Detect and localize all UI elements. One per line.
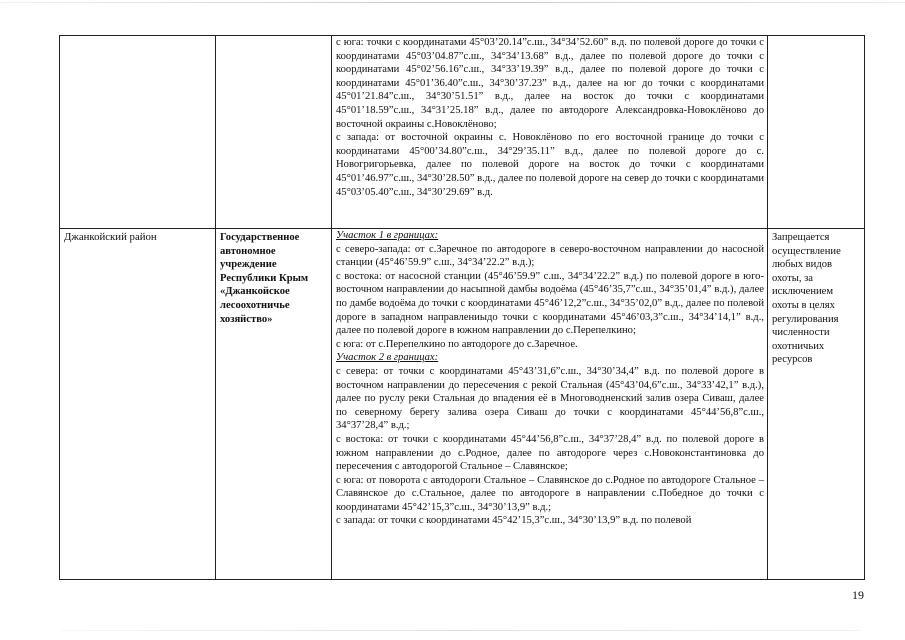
restriction-cell bbox=[768, 36, 865, 229]
district-cell bbox=[60, 36, 216, 229]
district-name: Джанкойский район bbox=[64, 231, 157, 243]
table-row bbox=[60, 229, 865, 580]
organization-name bbox=[216, 36, 331, 40]
table-row bbox=[60, 36, 865, 229]
section-1-south: с юга: от с.Перепелкино по автодороге до с.Заречное. bbox=[336, 338, 578, 350]
section-1-northwest: с северо-запада: от с.Заречное по автодороге в северо-восточном направлении до насосной станции (45°46’59.9” с.ш., 34°34’22.2” в.д.); bbox=[336, 243, 764, 269]
scan-edge-bottom bbox=[60, 630, 860, 631]
restriction-text: Запрещается осуществление любых видов охоты, за исключением охоты в целях регулирования численности охотничьих ресурсов bbox=[772, 232, 841, 366]
section-2-title: Участок 2 в границах: bbox=[336, 352, 439, 364]
district-name bbox=[60, 36, 215, 40]
boundaries-cell bbox=[332, 229, 768, 580]
boundary-west: с запада: от восточной окраины с. Новоклёново по его восточной границе до точки с координатами 45°00’34.80”с.ш., 34°29’35.11” в.д., далее по полевой дороге до с. Новогригорьевка, далее по полевой дороге на восток до точки с координатами 45°01’46.97”с.ш., 34°30’28.50” в.д., далее по полевой дороге на север до точки с координатами 45°03’05.40”с.ш., 34°30’29.69” в.д. bbox=[336, 132, 764, 198]
page-number: 19 bbox=[852, 588, 864, 602]
hunting-grounds-table bbox=[59, 35, 865, 580]
section-2-south: с юга: от поворота с автодороги Стальное – Славянское до с.Родное по автодороге Стальное – Славянское до с.Стальное, далее по автодороге в направлении с.Победное до точки с координатами 45°42’15,3”с.ш., 34°30’13,9” в.д.; bbox=[336, 474, 764, 513]
boundaries-cell bbox=[332, 36, 768, 229]
organization-name: Государственное автономное учреждение Республики Крым «Джанкойское лесоохотничье хозяйство» bbox=[220, 232, 309, 325]
boundary-south: с юга: точки с координатами 45°03’20.14”с.ш., 34°34’52.60” в.д. по полевой дороге до точки с координатами 45°03’04.87”с.ш., 34°34’13.68” в.д., далее по полевой дороге до точки с координатами 45°02’56.16”с.ш., 34°33’19.39” в.д., далее по полевой дороге до точки с координатами 45°01’36.40”с.ш., 34°30’37.23” в.д., далее на юг до точки с координатами 45°01’21.84”с.ш., 34°30’51.51” в.д., далее на восток до точки с координатами 45°01’18.59”с.ш., 34°31’25.18” в.д., далее по автодороге Александровка-Новоклёново до восточной окраины с.Новоклёново; bbox=[336, 37, 764, 130]
section-2-west: с запада: от точки с координатами 45°42’15,3”с.ш., 34°30’13,9” в.д. по полевой bbox=[336, 515, 692, 527]
restriction-cell bbox=[768, 229, 865, 580]
section-2-north: с севера: от точки с координатами 45°43’31,6”с.ш., 34°30’34,4” в.д. по полевой дороге в восточном направлении до пересечения с рекой Стальная (45°43’04,6”с.ш., 34°33’42,1” в.д.), далее по руслу реки Стальная до впадения её в Многоводненский залив озера Сиваш, далее по северному берегу залива озера Сиваш до точки с координатами 45°44’56,8”с.ш., 34°37’28,4” в.д.; bbox=[336, 365, 764, 432]
district-cell bbox=[60, 229, 216, 580]
section-1-title: Участок 1 в границах: bbox=[336, 230, 439, 241]
scan-edge-top bbox=[0, 2, 905, 3]
section-1-east: с востока: от насосной станции (45°46’59.9” с.ш., 34°34’22.2” в.д.) по полевой дороге в юго-восточном направлении до насыпной дамбы водоёма (45°46’35,7”с.ш., 34°35’01,4” в.д.), далее по дамбе водоёма до точки с координатами 45°46’12,2”с.ш., 34°35’02,0” в.д., далее по полевой дороге в западном направлениыдо точки с координатами 45°46’03,3”с.ш., 34°34’14,1” в.д., далее по полевой дороге в южном направлении до с.Перепелкино; bbox=[336, 270, 764, 337]
section-2-east: с востока: от точки с координатами 45°44’56,8”с.ш., 34°37’28,4” в.д. по полевой дороге в южном направлении до с.Родное, далее по автодороге через с.Новоконстантиновка до пересечения с автодорогой Стальное – Славянское; bbox=[336, 433, 764, 473]
organization-cell bbox=[216, 229, 332, 580]
organization-cell bbox=[216, 36, 332, 229]
restriction-text bbox=[768, 36, 864, 40]
